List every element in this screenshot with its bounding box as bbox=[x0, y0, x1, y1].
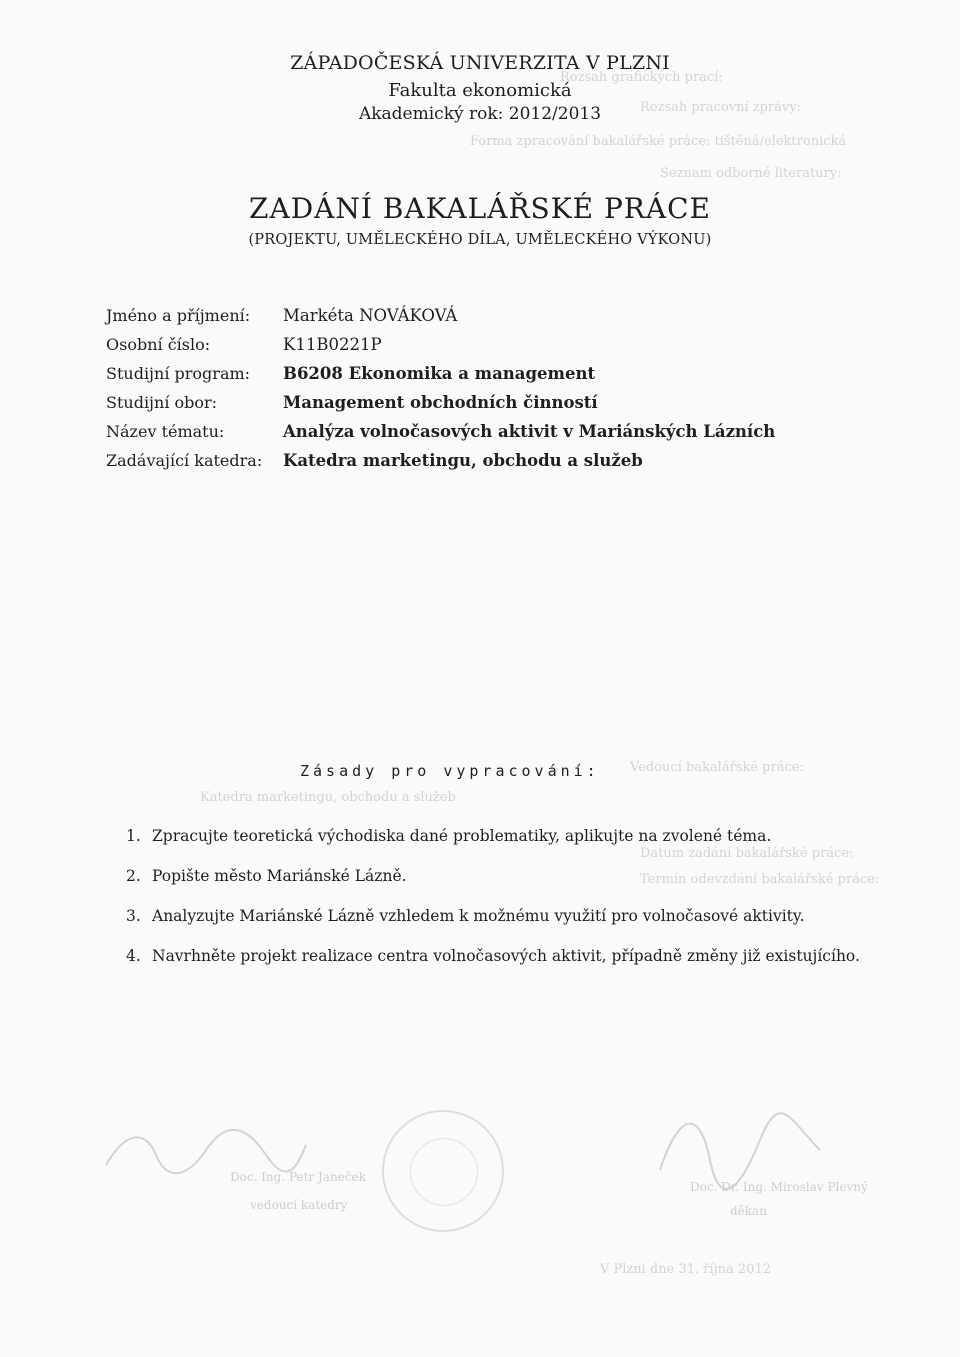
bleed-through-line: Rozsah pracovní zprávy: bbox=[640, 100, 801, 115]
task-text: Analyzujte Mariánské Lázně vzhledem k možnému využití pro volnočasové aktivity. bbox=[152, 907, 805, 925]
bleed-through-line: Katedra marketingu, obchodu a služeb bbox=[200, 790, 456, 805]
info-label: Jméno a příjmení: bbox=[106, 306, 251, 325]
student-name: Markéta NOVÁKOVÁ bbox=[283, 306, 458, 325]
bleed-through-line: V Plzni dne 31. října 2012 bbox=[600, 1262, 772, 1277]
assigning-department: Katedra marketingu, obchodu a služeb bbox=[283, 451, 643, 470]
info-label: Název tématu: bbox=[106, 422, 225, 441]
left-signatory-name: Doc. Ing. Petr Janeček bbox=[230, 1170, 366, 1184]
list-item bbox=[126, 864, 886, 888]
task-number: 4. bbox=[126, 947, 141, 965]
list-item bbox=[126, 824, 886, 848]
task-text: Popište město Mariánské Lázně. bbox=[152, 867, 407, 885]
guidelines-heading: Zásady pro vypracování: bbox=[300, 762, 600, 780]
task-number: 1. bbox=[126, 827, 141, 845]
bleed-through-line: Rozsah grafických prací: bbox=[560, 70, 723, 85]
bleed-through-line: Vedoucí bakalářské práce: bbox=[630, 760, 804, 775]
faculty-name: Fakulta ekonomická bbox=[388, 80, 572, 101]
info-label: Osobní číslo: bbox=[106, 335, 211, 354]
document-title: ZADÁNÍ BAKALÁŘSKÉ PRÁCE bbox=[249, 192, 711, 225]
left-signatory-role: vedoucí katedry bbox=[250, 1198, 348, 1212]
official-stamp bbox=[382, 1110, 504, 1232]
thesis-topic: Analýza volnočasových aktivit v Mariánských Lázních bbox=[283, 422, 776, 441]
study-field: Management obchodních činností bbox=[283, 393, 598, 412]
task-list bbox=[126, 824, 886, 984]
document-subtitle: (PROJEKTU, UMĚLECKÉHO DÍLA, UMĚLECKÉHO VÝKONU) bbox=[248, 232, 712, 248]
info-label: Studijní obor: bbox=[106, 393, 218, 412]
study-program: B6208 Ekonomika a management bbox=[283, 364, 596, 383]
right-signatory-name: Doc. Dr. Ing. Miroslav Plevný bbox=[690, 1180, 868, 1194]
list-item bbox=[126, 904, 886, 928]
university-name: ZÁPADOČESKÁ UNIVERZITA V PLZNI bbox=[290, 52, 670, 74]
bleed-through-line: Seznam odborné literatury: bbox=[660, 166, 842, 181]
info-label: Zadávající katedra: bbox=[106, 451, 263, 470]
bleed-through-line: Termín odevzdání bakalářské práce: bbox=[640, 872, 880, 887]
task-number: 2. bbox=[126, 867, 141, 885]
task-text: Zpracujte teoretická východiska dané problematiky, aplikujte na zvolené téma. bbox=[152, 827, 772, 845]
bleed-through-line: Forma zpracování bakalářské práce: tištěná/elektronická bbox=[470, 134, 847, 149]
academic-year: Akademický rok: 2012/2013 bbox=[358, 104, 602, 124]
task-text: Navrhněte projekt realizace centra volnočasových aktivit, případně změny již existujícího. bbox=[152, 947, 860, 965]
bleed-through-line: Datum zadání bakalářské práce: bbox=[640, 846, 854, 861]
list-item bbox=[126, 944, 886, 968]
info-label: Studijní program: bbox=[106, 364, 251, 383]
personal-number: K11B0221P bbox=[283, 335, 382, 354]
stamp-inner-ring bbox=[410, 1138, 478, 1206]
task-number: 3. bbox=[126, 907, 141, 925]
right-signatory-role: děkan bbox=[730, 1204, 767, 1218]
